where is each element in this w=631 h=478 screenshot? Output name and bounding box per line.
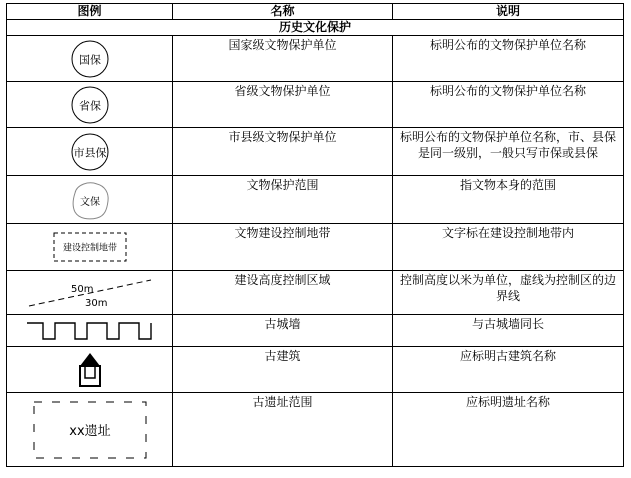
- circle-badge-icon: [68, 85, 112, 125]
- desc-cell: 文字标在建设控制地带内: [393, 224, 624, 271]
- dashed-rect-icon: [50, 229, 130, 265]
- desc-cell: 与古城墙同长: [393, 315, 624, 347]
- svg-text:市县保: 市县保: [73, 146, 106, 159]
- name-cell: 古建筑: [173, 347, 393, 393]
- svg-text:xx遗址: xx遗址: [68, 423, 111, 439]
- dashed-site-icon: [28, 398, 152, 462]
- header-symbol: 图例: [7, 4, 173, 20]
- svg-text:50m: 50m: [70, 283, 93, 295]
- symbol-cell: [7, 347, 173, 393]
- name-cell: 建设高度控制区域: [173, 271, 393, 315]
- table-row: [7, 393, 624, 467]
- section-title: 历史文化保护: [7, 20, 624, 36]
- circle-badge-icon: [68, 132, 112, 172]
- header-row: [7, 4, 624, 20]
- desc-cell: 标明公布的文物保护单位名称: [393, 82, 624, 128]
- city-wall-icon: [25, 319, 155, 343]
- table-row: [7, 315, 624, 347]
- symbol-cell: [7, 224, 173, 271]
- table-row: [7, 271, 624, 315]
- name-cell: 省级文物保护单位: [173, 82, 393, 128]
- header-name: 名称: [173, 4, 393, 20]
- legend-table-wrapper: [6, 3, 623, 467]
- desc-cell: 指文物本身的范围: [393, 176, 624, 224]
- dashed-diagonal-icon: [25, 274, 155, 312]
- desc-cell: 标明公布的文物保护单位名称: [393, 36, 624, 82]
- name-cell: 古城墙: [173, 315, 393, 347]
- section-row: [7, 20, 624, 36]
- desc-cell: 应标明遗址名称: [393, 393, 624, 467]
- symbol-cell: [7, 271, 173, 315]
- name-cell: 古遗址范围: [173, 393, 393, 467]
- table-row: [7, 224, 624, 271]
- blob-outline-icon: [67, 179, 113, 221]
- name-cell: 市县级文物保护单位: [173, 128, 393, 176]
- symbol-cell: [7, 128, 173, 176]
- symbol-cell: [7, 36, 173, 82]
- svg-text:建设控制地带: 建设控制地带: [62, 243, 117, 254]
- symbol-cell: [7, 176, 173, 224]
- svg-text:省保: 省保: [78, 99, 101, 112]
- svg-text:国保: 国保: [78, 53, 101, 66]
- ancient-building-icon: [75, 350, 105, 390]
- table-row: [7, 128, 624, 176]
- header-desc: 说明: [393, 4, 624, 20]
- symbol-cell: [7, 393, 173, 467]
- circle-badge-icon: [68, 39, 112, 79]
- name-cell: 国家级文物保护单位: [173, 36, 393, 82]
- table-row: [7, 82, 624, 128]
- table-row: [7, 347, 624, 393]
- symbol-cell: [7, 315, 173, 347]
- desc-cell: 控制高度以米为单位，虚线为控制区的边界线: [393, 271, 624, 315]
- table-row: [7, 176, 624, 224]
- svg-text:文保: 文保: [79, 196, 100, 208]
- legend-table: [6, 3, 624, 467]
- symbol-cell: [7, 82, 173, 128]
- desc-cell: 应标明古建筑名称: [393, 347, 624, 393]
- desc-cell: 标明公布的文物保护单位名称，市、县保是同一级别，一般只写市保或县保: [393, 128, 624, 176]
- table-row: [7, 36, 624, 82]
- name-cell: 文物保护范围: [173, 176, 393, 224]
- name-cell: 文物建设控制地带: [173, 224, 393, 271]
- svg-text:30m: 30m: [84, 297, 107, 309]
